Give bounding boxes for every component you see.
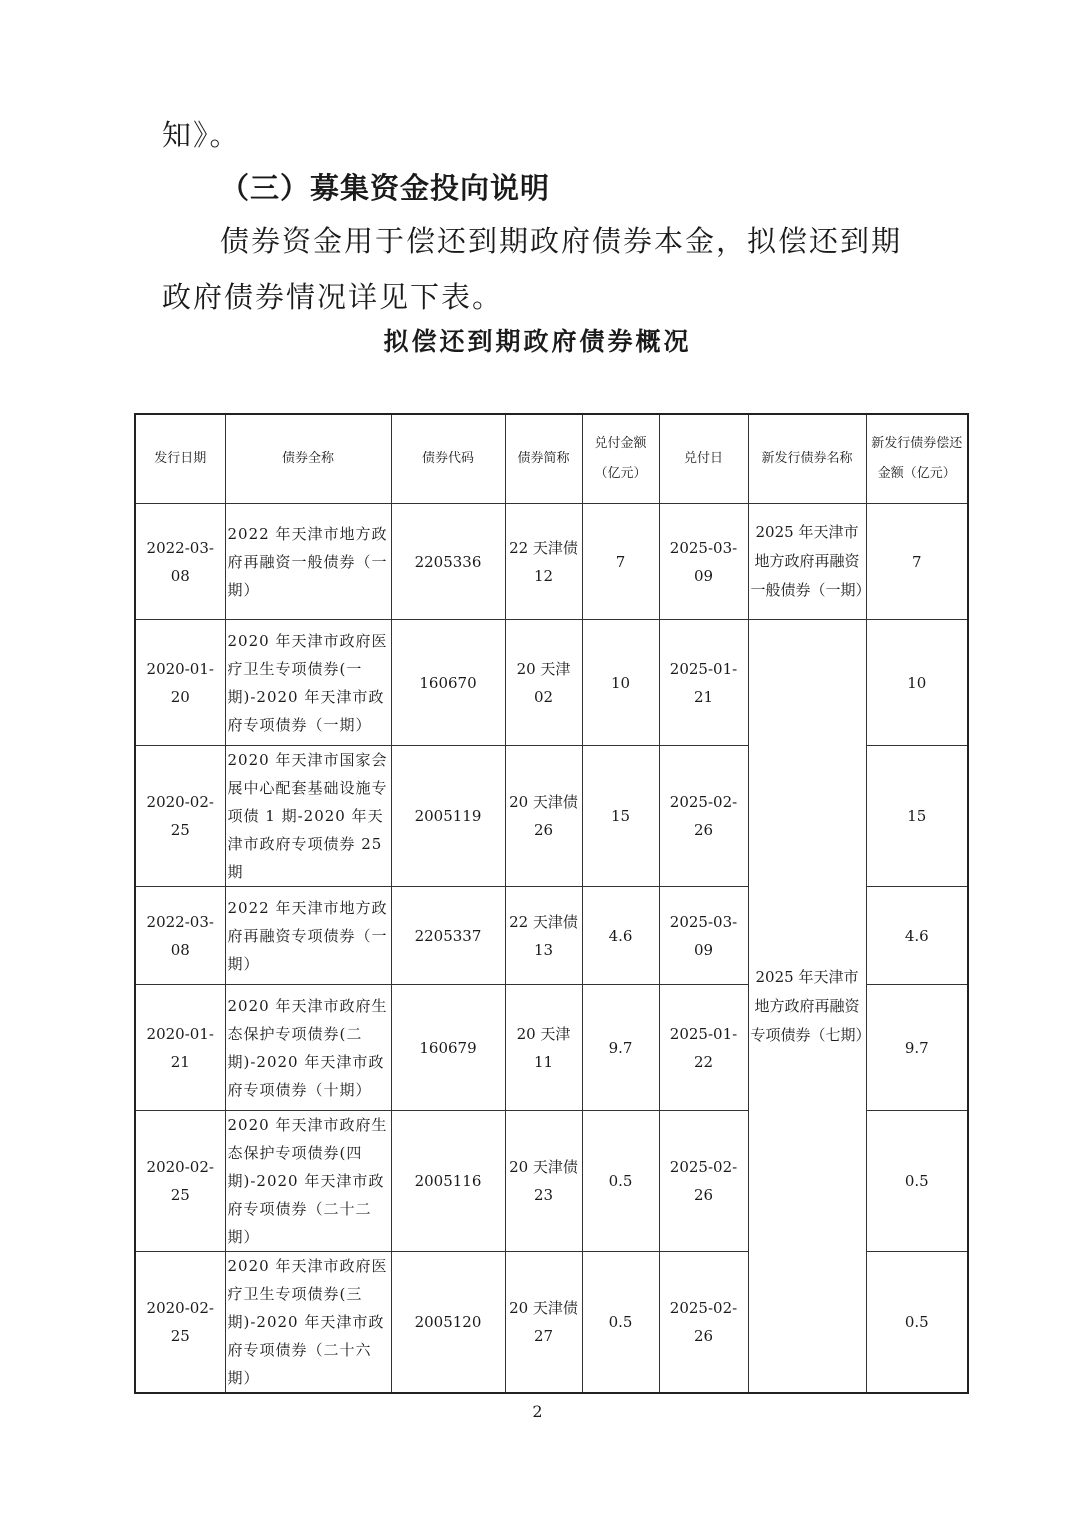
cell-full-name: 2020 年天津市政府生态保护专项债券(二期)-2020 年天津市政府专项债券（十期） [225, 985, 391, 1111]
table-header-row [135, 414, 968, 504]
cell-issue-date: 2020-02-25 [135, 1252, 225, 1394]
cell-pay-date: 2025-03-09 [659, 504, 748, 620]
header-repay: 新发行债券偿还金额（亿元） [866, 414, 968, 504]
cell-pay-date: 2025-02-26 [659, 746, 748, 887]
cell-issue-date: 2022-03-08 [135, 504, 225, 620]
cell-code: 2205336 [391, 504, 505, 620]
cell-short-name: 20 天津债 26 [505, 746, 582, 887]
cell-repay: 7 [866, 504, 968, 620]
cell-full-name: 2020 年天津市政府生态保护专项债券(四期)-2020 年天津市政府专项债券（二十二期） [225, 1111, 391, 1252]
table-row [135, 620, 968, 746]
cell-code: 2005119 [391, 746, 505, 887]
header-code: 债券代码 [391, 414, 505, 504]
cell-repay: 0.5 [866, 1252, 968, 1394]
cell-amount: 9.7 [582, 985, 659, 1111]
cell-repay: 0.5 [866, 1111, 968, 1252]
header-pay-date: 兑付日 [659, 414, 748, 504]
continuation-text: 知》。 [162, 118, 241, 152]
cell-pay-date: 2025-02-26 [659, 1111, 748, 1252]
cell-repay: 15 [866, 746, 968, 887]
cell-code: 160670 [391, 620, 505, 746]
cell-full-name: 2020 年天津市政府医疗卫生专项债券(三期)-2020 年天津市政府专项债券（二十六期） [225, 1252, 391, 1394]
cell-amount: 4.6 [582, 887, 659, 985]
header-issue-date: 发行日期 [135, 414, 225, 504]
cell-code: 2005116 [391, 1111, 505, 1252]
cell-issue-date: 2020-02-25 [135, 1111, 225, 1252]
cell-short-name: 20 天津债 27 [505, 1252, 582, 1394]
cell-short-name: 22 天津债 12 [505, 504, 582, 620]
cell-short-name: 20 天津债 23 [505, 1111, 582, 1252]
cell-code: 160679 [391, 985, 505, 1111]
header-new-bond: 新发行债券名称 [748, 414, 866, 504]
cell-full-name: 2022 年天津市地方政府再融资专项债券（一期） [225, 887, 391, 985]
cell-pay-date: 2025-01-21 [659, 620, 748, 746]
cell-amount: 0.5 [582, 1111, 659, 1252]
cell-short-name: 22 天津债 13 [505, 887, 582, 985]
section-heading: （三）募集资金投向说明 [220, 171, 551, 205]
cell-short-name: 20 天津 02 [505, 620, 582, 746]
cell-repay: 4.6 [866, 887, 968, 985]
cell-new-bond-name: 2025 年天津市地方政府再融资一般债券（一期） [748, 504, 866, 620]
cell-amount: 7 [582, 504, 659, 620]
cell-amount: 10 [582, 620, 659, 746]
cell-issue-date: 2020-01-21 [135, 985, 225, 1111]
cell-issue-date: 2022-03-08 [135, 887, 225, 985]
table-row [135, 504, 968, 620]
cell-pay-date: 2025-01-22 [659, 985, 748, 1111]
bond-table [134, 413, 969, 1394]
body-paragraph: 债券资金用于偿还到期政府债券本金，拟偿还到期政府债券情况详见下表。 [162, 224, 903, 314]
cell-full-name: 2020 年天津市国家会展中心配套基础设施专项债 1 期-2020 年天津市政府专项债券 25 期 [225, 746, 391, 887]
cell-issue-date: 2020-02-25 [135, 746, 225, 887]
cell-amount: 15 [582, 746, 659, 887]
cell-code: 2205337 [391, 887, 505, 985]
cell-code: 2005120 [391, 1252, 505, 1394]
cell-amount: 0.5 [582, 1252, 659, 1394]
cell-short-name: 20 天津 11 [505, 985, 582, 1111]
cell-pay-date: 2025-02-26 [659, 1252, 748, 1394]
header-amount: 兑付金额（亿元） [582, 414, 659, 504]
cell-issue-date: 2020-01-20 [135, 620, 225, 746]
cell-repay: 10 [866, 620, 968, 746]
cell-full-name: 2020 年天津市政府医疗卫生专项债券(一期)-2020 年天津市政府专项债券（一期） [225, 620, 391, 746]
header-short-name: 债券简称 [505, 414, 582, 504]
cell-pay-date: 2025-03-09 [659, 887, 748, 985]
cell-new-bond-name: 2025 年天津市地方政府再融资专项债券（七期） [748, 620, 866, 1394]
cell-full-name: 2022 年天津市地方政府再融资一般债券（一期） [225, 504, 391, 620]
page-number: 2 [532, 1402, 543, 1421]
cell-repay: 9.7 [866, 985, 968, 1111]
header-full-name: 债券全称 [225, 414, 391, 504]
table-title: 拟偿还到期政府债券概况 [383, 327, 692, 356]
